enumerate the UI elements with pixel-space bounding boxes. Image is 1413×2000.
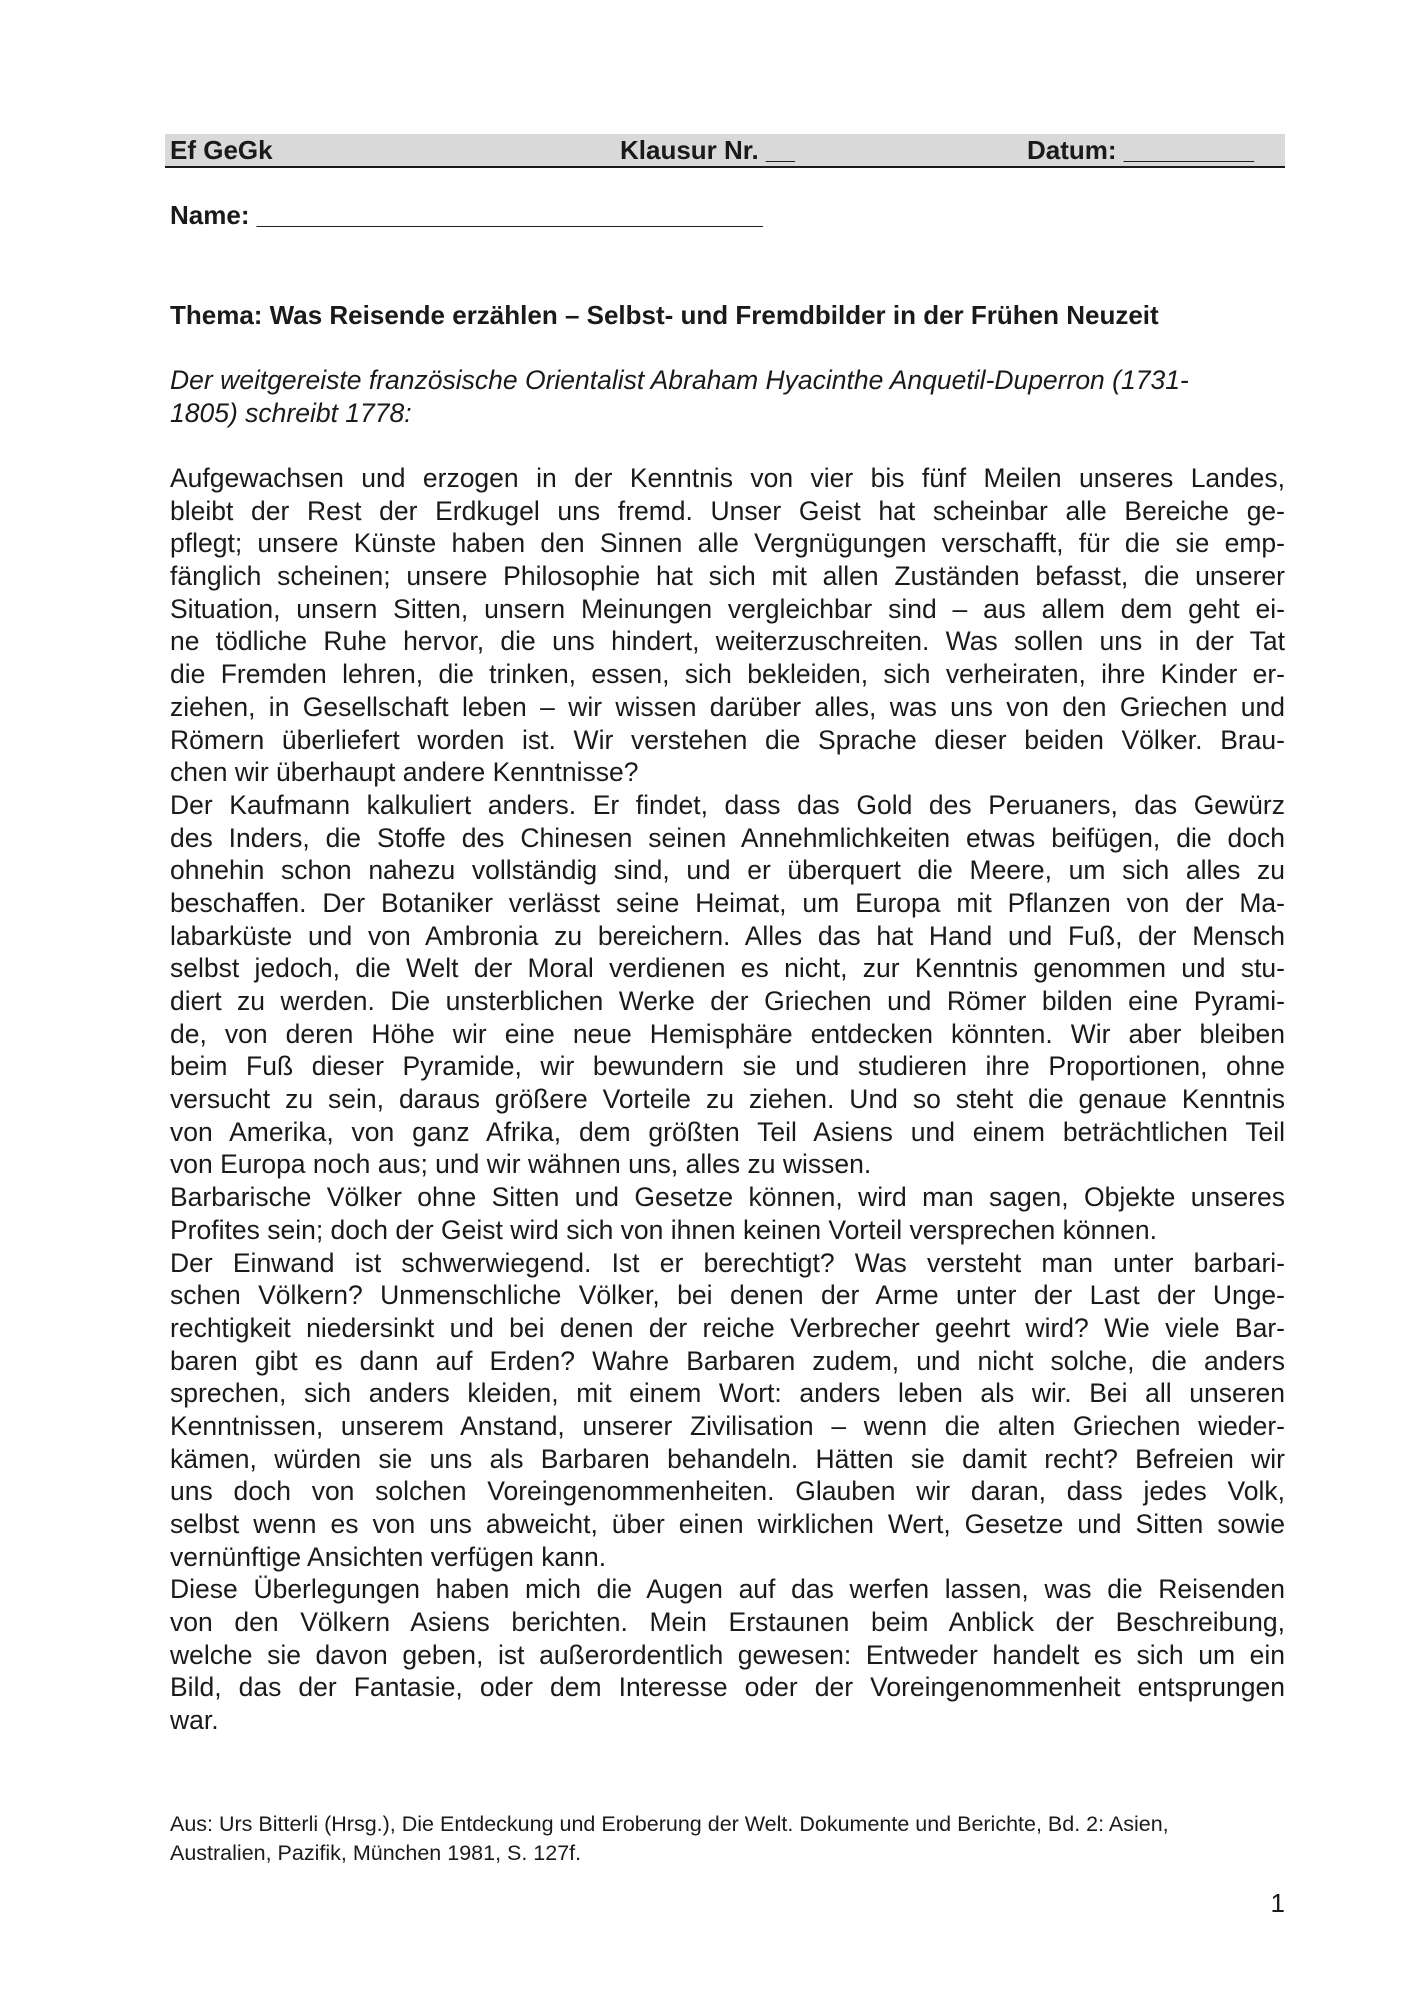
citation-line: Aus: Urs Bitterli (Hrsg.), Die Entdeckung und Eroberung der Welt. Dokumente und Berichte, Bd. 2: Asien, xyxy=(170,1812,1169,1836)
text-line: rechtigkeit niedersinkt und bei denen der reiche Verbrecher geehrt wird? Wie viele Bar- xyxy=(170,1312,1285,1343)
source-text-body xyxy=(170,462,1285,1737)
exam-number-label: Klausur Nr. __ xyxy=(620,135,795,165)
intro-line: 1805) schreibt 1778: xyxy=(170,398,412,428)
citation-line: Australien, Pazifik, München 1981, S. 127f. xyxy=(170,1841,582,1865)
text-line: Kenntnissen, unserem Anstand, unserer Zivilisation – wenn die alten Griechen wieder- xyxy=(170,1410,1285,1441)
text-line: des Inders, die Stoffe des Chinesen seinen Annehmlichkeiten etwas beifügen, die doch xyxy=(170,822,1285,853)
text-line: beim Fuß dieser Pyramide, wir bewundern sie und studieren ihre Proportionen, ohne xyxy=(170,1051,1285,1082)
text-line: schen Völkern? Unmenschliche Völker, bei denen der Arme unter der Last der Unge- xyxy=(170,1280,1285,1311)
text-line: Römern überliefert worden ist. Wir verstehen die Sprache dieser beiden Völker. Brau- xyxy=(170,724,1285,755)
text-line: de, von deren Höhe wir eine neue Hemisphäre entdecken könnten. Wir aber bleiben xyxy=(170,1018,1285,1049)
text-line: Barbarische Völker ohne Sitten und Gesetze können, wird man sagen, Objekte unseres xyxy=(170,1182,1285,1213)
text-line: Diese Überlegungen haben mich die Augen auf das werfen lassen, was die Reisenden xyxy=(170,1574,1285,1605)
name-field-line: Name: ___________________________________ xyxy=(170,200,763,230)
intro-text xyxy=(170,364,1285,430)
text-line: von den Völkern Asiens berichten. Mein Erstaunen beim Anblick der Beschreibung, xyxy=(170,1607,1285,1638)
text-line: ziehen, in Gesellschaft leben – wir wissen darüber alles, was uns von den Griechen und xyxy=(170,691,1285,722)
text-line: vernünftige Ansichten verfügen kann. xyxy=(170,1541,607,1572)
text-line: beschaffen. Der Botaniker verlässt seine Heimat, um Europa mit Pflanzen von der Ma- xyxy=(170,887,1285,918)
date-label: Datum: _________ xyxy=(1027,135,1254,165)
text-line: Bild, das der Fantasie, oder dem Interesse oder der Voreingenommenheit entsprungen xyxy=(170,1672,1285,1703)
page-number: 1 xyxy=(1270,1888,1285,1918)
text-line: die Fremden lehren, die trinken, essen, sich bekleiden, sich verheiraten, ihre Kinder er- xyxy=(170,659,1285,690)
text-line: versucht zu sein, daraus größere Vorteile zu ziehen. Und so steht die genaue Kenntnis xyxy=(170,1084,1285,1115)
topic-heading: Thema: Was Reisende erzählen – Selbst- und Fremdbilder in der Frühen Neuzeit xyxy=(170,300,1159,330)
text-line: fänglich scheinen; unsere Philosophie hat sich mit allen Zuständen befasst, die unserer xyxy=(170,561,1285,592)
text-line: ne tödliche Ruhe hervor, die uns hindert, weiterzuschreiten. Was sollen uns in der Tat xyxy=(170,626,1285,657)
text-line: ohnehin schon nahezu vollständig sind, und er überquert die Meere, um sich alles zu xyxy=(170,855,1285,886)
text-line: selbst jedoch, die Welt der Moral verdienen es nicht, zur Kenntnis genommen und stu- xyxy=(170,953,1285,984)
text-line: Aufgewachsen und erzogen in der Kenntnis von vier bis fünf Meilen unseres Landes, xyxy=(170,463,1285,493)
text-line: chen wir überhaupt andere Kenntnisse? xyxy=(170,757,639,788)
text-line: welche sie davon geben, ist außerordentlich gewesen: Entweder handelt es sich um ein xyxy=(170,1639,1285,1670)
text-line: von Europa noch aus; und wir wähnen uns, alles zu wissen. xyxy=(170,1149,872,1180)
text-line: pflegt; unsere Künste haben den Sinnen alle Vergnügungen verschafft, für die sie emp- xyxy=(170,528,1285,559)
text-line: sprechen, sich anders kleiden, mit einem Wort: anders leben als wir. Bei all unseren xyxy=(170,1378,1285,1409)
text-line: diert zu werden. Die unsterblichen Werke der Griechen und Römer bilden eine Pyrami- xyxy=(170,986,1285,1016)
text-line: labarküste und von Ambronia zu bereichern. Alles das hat Hand und Fuß, der Mensch xyxy=(170,920,1285,951)
text-line: uns doch von solchen Voreingenommenheiten. Glauben wir daran, dass jedes Volk, xyxy=(170,1476,1285,1507)
text-line: kämen, würden sie uns als Barbaren behandeln. Hätten sie damit recht? Befreien wir xyxy=(170,1443,1285,1474)
exam-header xyxy=(165,134,1285,168)
text-line: Situation, unsern Sitten, unsern Meinungen vergleichbar sind – aus allem dem geht ei- xyxy=(170,593,1285,624)
text-line: war. xyxy=(170,1705,219,1736)
text-line: selbst wenn es von uns abweicht, über einen wirklichen Wert, Gesetze und Sitten sowie xyxy=(170,1509,1285,1539)
text-line: von Amerika, von ganz Afrika, dem größten Teil Asiens und einem beträchtlichen Teil xyxy=(170,1116,1285,1147)
source-citation xyxy=(170,1810,1285,1868)
intro-line: Der weitgereiste französische Orientalist Abraham Hyacinthe Anquetil-Duperron (1731- xyxy=(170,365,1189,395)
text-line: baren gibt es dann auf Erden? Wahre Barbaren zudem, und nicht solche, die anders xyxy=(170,1345,1285,1376)
document-page xyxy=(170,0,1285,2000)
text-line: Der Kaufmann kalkuliert anders. Er findet, dass das Gold des Peruaners, das Gewürz xyxy=(170,789,1285,820)
text-line: bleibt der Rest der Erdkugel uns fremd. Unser Geist hat scheinbar alle Bereiche ge- xyxy=(170,495,1285,526)
text-line: Der Einwand ist schwerwiegend. Ist er berechtigt? Was versteht man unter barbari- xyxy=(170,1247,1285,1278)
text-line: Profites sein; doch der Geist wird sich von ihnen keinen Vorteil versprechen können. xyxy=(170,1214,1157,1245)
course-label: Ef GeGk xyxy=(170,135,273,165)
